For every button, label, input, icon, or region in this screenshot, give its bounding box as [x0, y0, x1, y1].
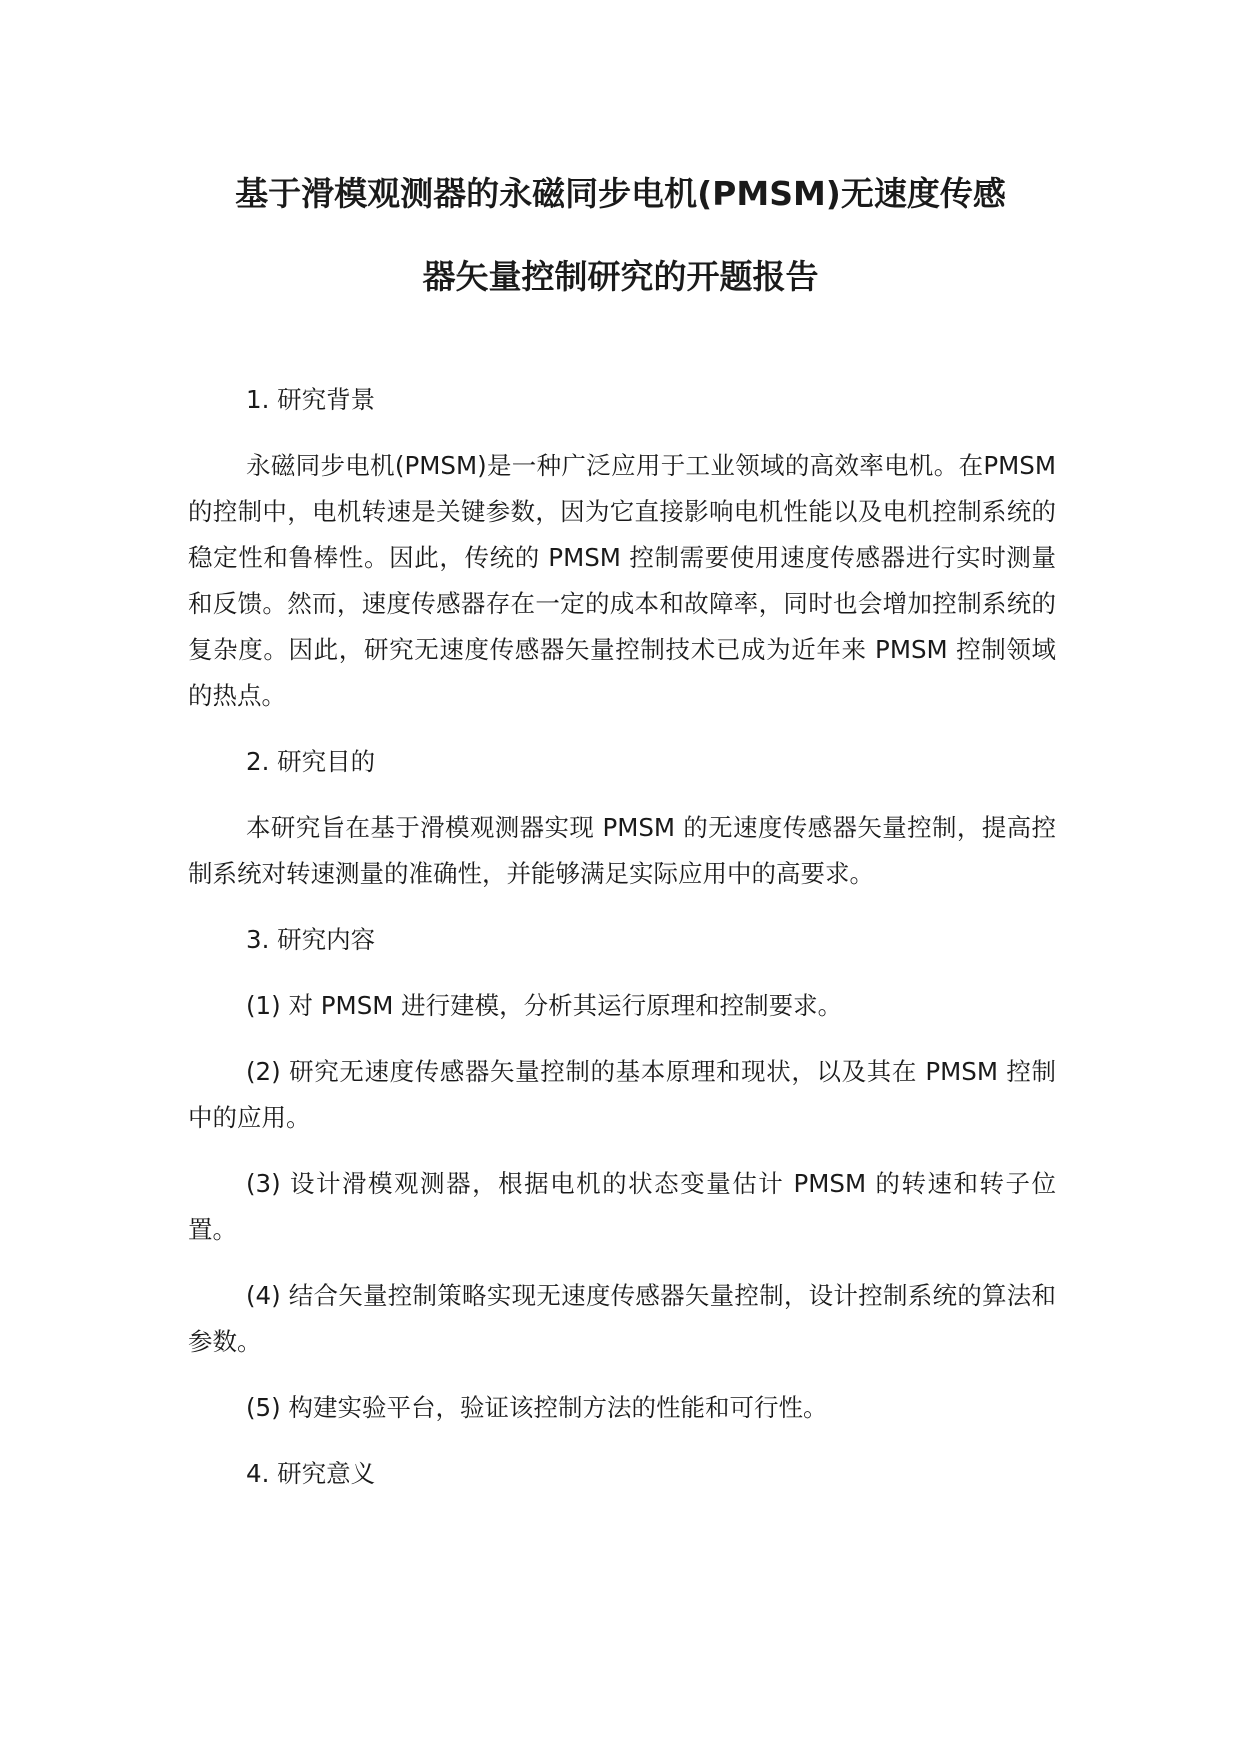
- document-body: [188, 377, 1056, 1517]
- document-title: [150, 172, 1091, 299]
- title-line-2: 器矢量控制研究的开题报告: [422, 257, 819, 296]
- content-item-3: (3) 设计滑模观测器，根据电机的状态变量估计 PMSM 的转速和转子位置。: [188, 1169, 1056, 1244]
- section-heading-purpose: 2. 研究目的: [246, 747, 376, 776]
- section-heading-content: 3. 研究内容: [246, 925, 376, 954]
- section-heading-background: 1. 研究背景: [246, 385, 376, 414]
- content-item-2: (2) 研究无速度传感器矢量控制的基本原理和现状，以及其在 PMSM 控制中的应用。: [188, 1057, 1056, 1132]
- paragraph-purpose: 本研究旨在基于滑模观测器实现 PMSM 的无速度传感器矢量控制，提高控制系统对转速测量的准确性，并能够满足实际应用中的高要求。: [188, 813, 1056, 888]
- paragraph-background: 永磁同步电机(PMSM)是一种广泛应用于工业领域的高效率电机。在PMSM 的控制中，电机转速是关键参数，因为它直接影响电机性能以及电机控制系统的稳定性和鲁棒性。因此，传统的 PMSM 控制需要使用速度传感器进行实时测量和反馈。然而，速度传感器存在一定的成本和故障率，同时也会增加控制系统的复杂度。因此，研究无速度传感器矢量控制技术已成为近年来 PMSM 控制领域的热点。: [188, 451, 1056, 710]
- title-line-1: 基于滑模观测器的永磁同步电机(PMSM)无速度传感: [235, 174, 1006, 213]
- content-item-1: (1) 对 PMSM 进行建模，分析其运行原理和控制要求。: [246, 991, 843, 1020]
- section-heading-significance: 4. 研究意义: [246, 1459, 376, 1488]
- content-item-4: (4) 结合矢量控制策略实现无速度传感器矢量控制，设计控制系统的算法和参数。: [188, 1281, 1056, 1356]
- content-item-5: (5) 构建实验平台，验证该控制方法的性能和可行性。: [246, 1393, 828, 1422]
